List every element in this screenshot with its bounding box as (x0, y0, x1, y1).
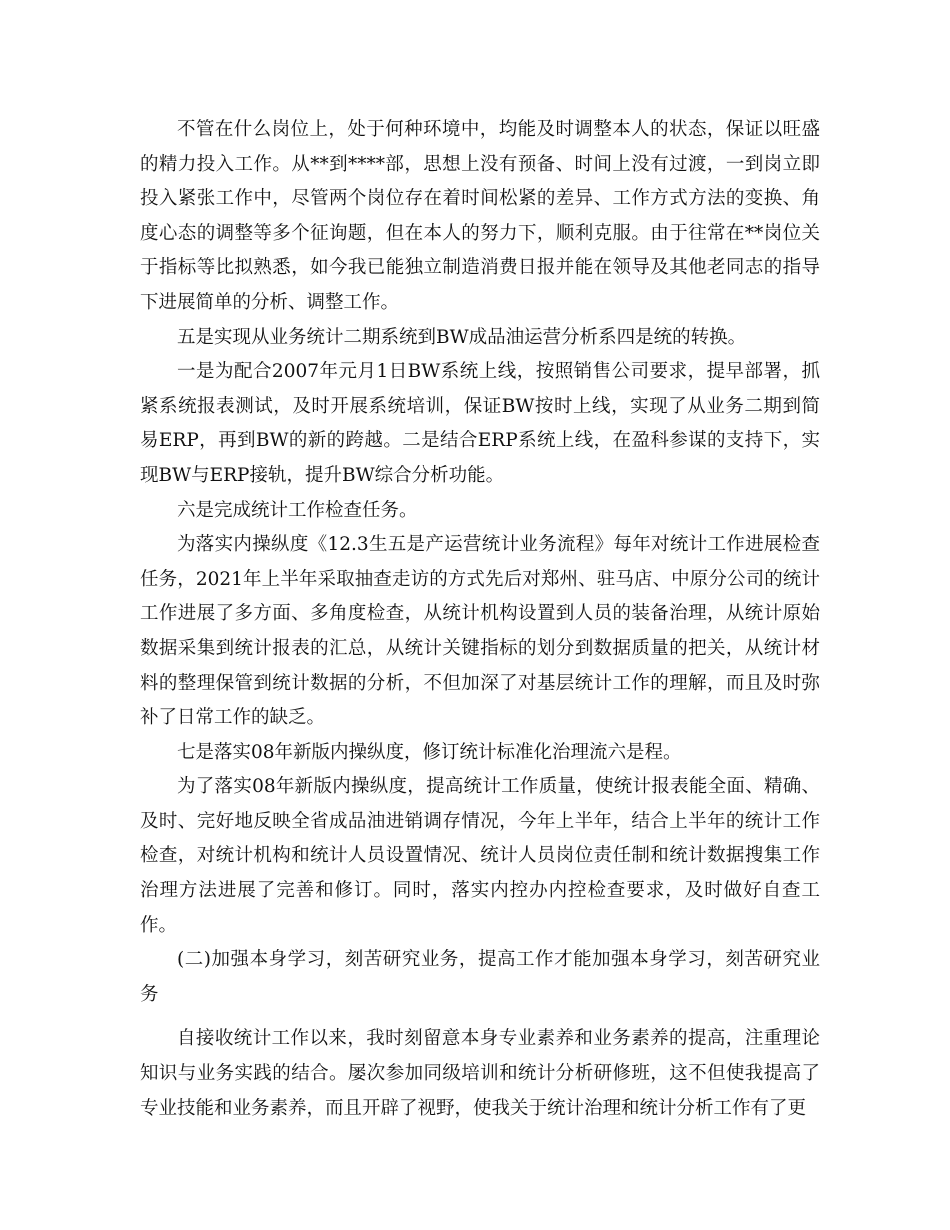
paragraph-adaptability: 不管在什么岗位上，处于何种环境中，均能及时调整本人的状态，保证以旺盛的精力投入工作。从**到****部，思想上没有预备、时间上没有过渡，一到岗立即投入紧张工作中，尽管两个岗位存在着时间松紧的差异、工作方式方法的变换、角度心态的调整等多个征询题，但在本人的努力下，顺利克服。由于往常在**岗位关于指标等比拟熟悉，如今我已能独立制造消费日报并能在领导及其他老同志的指导下进展简单的分析、调整工作。 (140, 119, 820, 313)
paragraph-heading-five: 五是实现从业务统计二期系统到BW成品油运营分析系四是统的转换。 (177, 326, 747, 348)
paragraph-standardization: 为了落实08年新版内操纵度，提高统计工作质量，使统计报表能全面、精确、及时、完好地反映全省成品油进销调存情况，今年上半年，结合上半年的统计工作检查，对统计机构和统计人员设置情况、统计人员岗位责任制和统计数据搜集工作治理方法进展了完善和修订。同时，落实内控办内控检查要求，及时做好自查工作。 (140, 776, 820, 936)
paragraph-inspection: 为落实内操纵度《12.3生五是产运营统计业务流程》每年对统计工作进展检查任务，2021年上半年采取抽查走访的方式先后对郑州、驻马店、中原分公司的统计工作进展了多方面、多角度检查，从统计机构设置到人员的装备治理，从统计原始数据采集到统计报表的汇总，从统计关键指标的划分到数据质量的把关，从统计材料的整理保管到统计数据的分析，不但加深了对基层统计工作的理解，而且及时弥补了日常工作的缺乏。 (140, 534, 820, 729)
document-body (140, 113, 820, 1126)
paragraph-section-two-heading: (二)加强本身学习，刻苦研究业务，提高工作才能加强本身学习，刻苦研究业务 (140, 949, 820, 1005)
paragraph-self-study: 自接收统计工作以来，我时刻留意本身专业素养和业务素养的提高，注重理论知识与业务实践的结合。屡次参加同级培训和统计分析研修班，这不但使我提高了专业技能和业务素养，而且开辟了视野，使我关于统计治理和统计分析工作有了更 (140, 1028, 820, 1119)
paragraph-heading-six: 六是完成统计工作检查任务。 (177, 499, 418, 521)
paragraph-bw-system: 一是为配合2007年元月1日BW系统上线，按照销售公司要求，提早部署，抓紧系统报表测试，及时开展系统培训，保证BW按时上线，实现了从业务二期到简易ERP，再到BW的新的跨越。二是结合ERP系统上线，在盈科参谋的支持下，实现BW与ERP接轨，提升BW综合分析功能。 (140, 361, 820, 486)
paragraph-heading-seven: 七是落实08年新版内操纵度，修订统计标准化治理流六是程。 (177, 741, 682, 763)
